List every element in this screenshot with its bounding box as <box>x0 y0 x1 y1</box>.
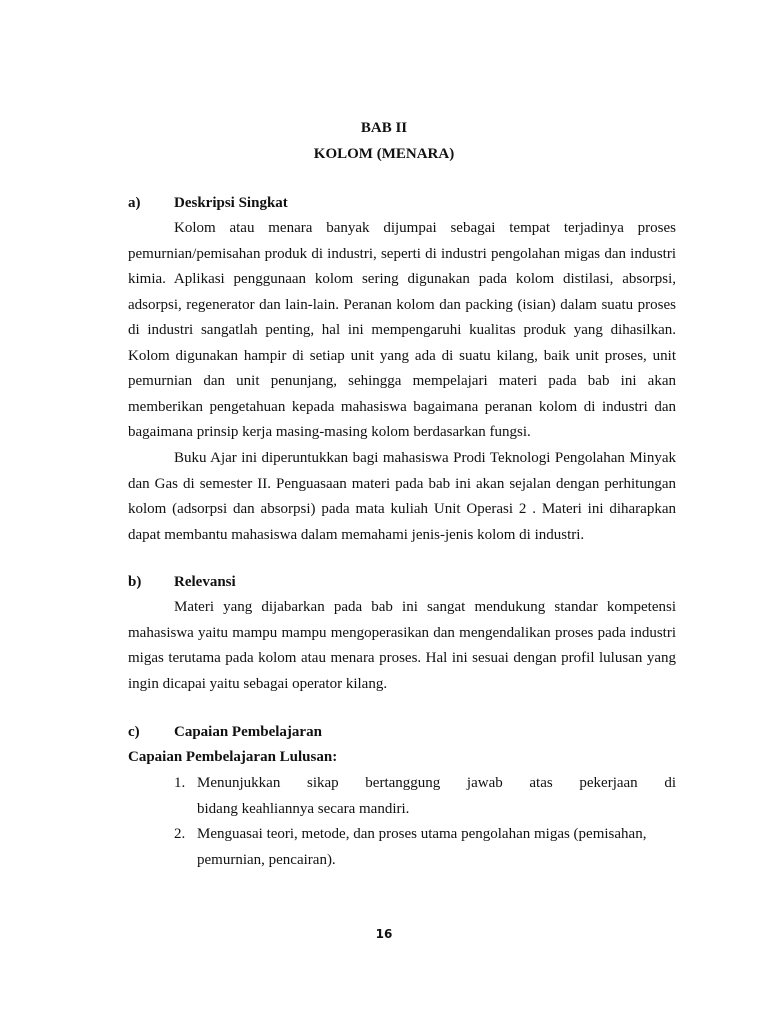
learning-outcomes-label: Capaian Pembelajaran Lulusan: <box>128 749 338 765</box>
section-c-title: Capaian Pembelajaran <box>174 724 322 740</box>
list-item <box>174 771 676 797</box>
section-a-letter: a) <box>128 195 141 211</box>
list-item <box>174 822 676 873</box>
list-item-continuation: bidang keahliannya secara mandiri. <box>197 800 410 817</box>
section-b-heading <box>128 574 236 591</box>
list-item-text: Menguasai teori, metode, dan proses utama pengolahan migas (pemisahan, pemurnian, pencairan). <box>197 826 647 868</box>
section-b-letter: b) <box>128 574 142 590</box>
list-item-number: 2. <box>174 826 186 842</box>
section-a-paragraph-1: Kolom atau menara banyak dijumpai sebagai tempat terjadinya proses pemurnian/pemisahan produk di industri, seperti di industri pengolahan migas dan industri kimia. Aplikasi penggunaan kolom sering digunakan pada kolom distilasi, absorpsi, adsorpsi, regenerator dan lain-lain. Peranan kolom dan packing (isian) dalam suatu proses di industri sangatlah penting, hal ini mempengaruhi kualitas produk yang dihasilkan. Kolom digunakan hampir di setiap unit yang ada di suatu kilang, baik unit proses, unit pemurnian dan unit penunjang, sehingga mempelajari materi pada bab ini akan memberikan pengetahuan kepada mahasiswa bagaimana peranan kolom di industri dan bagaimana prinsip kerja masing-masing kolom berdasarkan fungsi. <box>128 220 676 440</box>
section-b-paragraph-1: Materi yang dijabarkan pada bab ini sangat mendukung standar kompetensi mahasiswa yaitu mampu mampu mengoperasikan dan mengendalikan proses pada industri migas terutama pada kolom atau menara proses. Hal ini sesuai dengan profil lulusan yang ingin dicapai yaitu sebagai operator kilang. <box>128 599 676 692</box>
section-c-heading <box>128 724 322 741</box>
section-c-letter: c) <box>128 724 140 740</box>
section-a-heading <box>128 195 288 212</box>
section-a-paragraph-2: Buku Ajar ini diperuntukkan bagi mahasiswa Prodi Teknologi Pengolahan Minyak dan Gas di semester II. Penguasaan materi pada bab ini akan sejalan dengan perhitungan kolom (adsorpsi dan absorpsi) pada mata kuliah Unit Operasi 2 . Materi ini diharapkan dapat membantu mahasiswa dalam memahami jenis-jenis kolom di industri. <box>128 450 676 543</box>
section-a-title: Deskripsi Singkat <box>174 195 288 211</box>
page-number: 16 <box>375 927 393 941</box>
learning-outcomes-list <box>174 771 676 873</box>
chapter-label: BAB II <box>360 120 408 136</box>
list-item-number: 1. <box>174 775 186 791</box>
section-b-title: Relevansi <box>174 574 236 590</box>
list-item-text: Menunjukkan sikap bertanggung jawab atas pekerjaan di <box>197 775 676 791</box>
chapter-title: KOLOM (MENARA) <box>313 146 455 162</box>
